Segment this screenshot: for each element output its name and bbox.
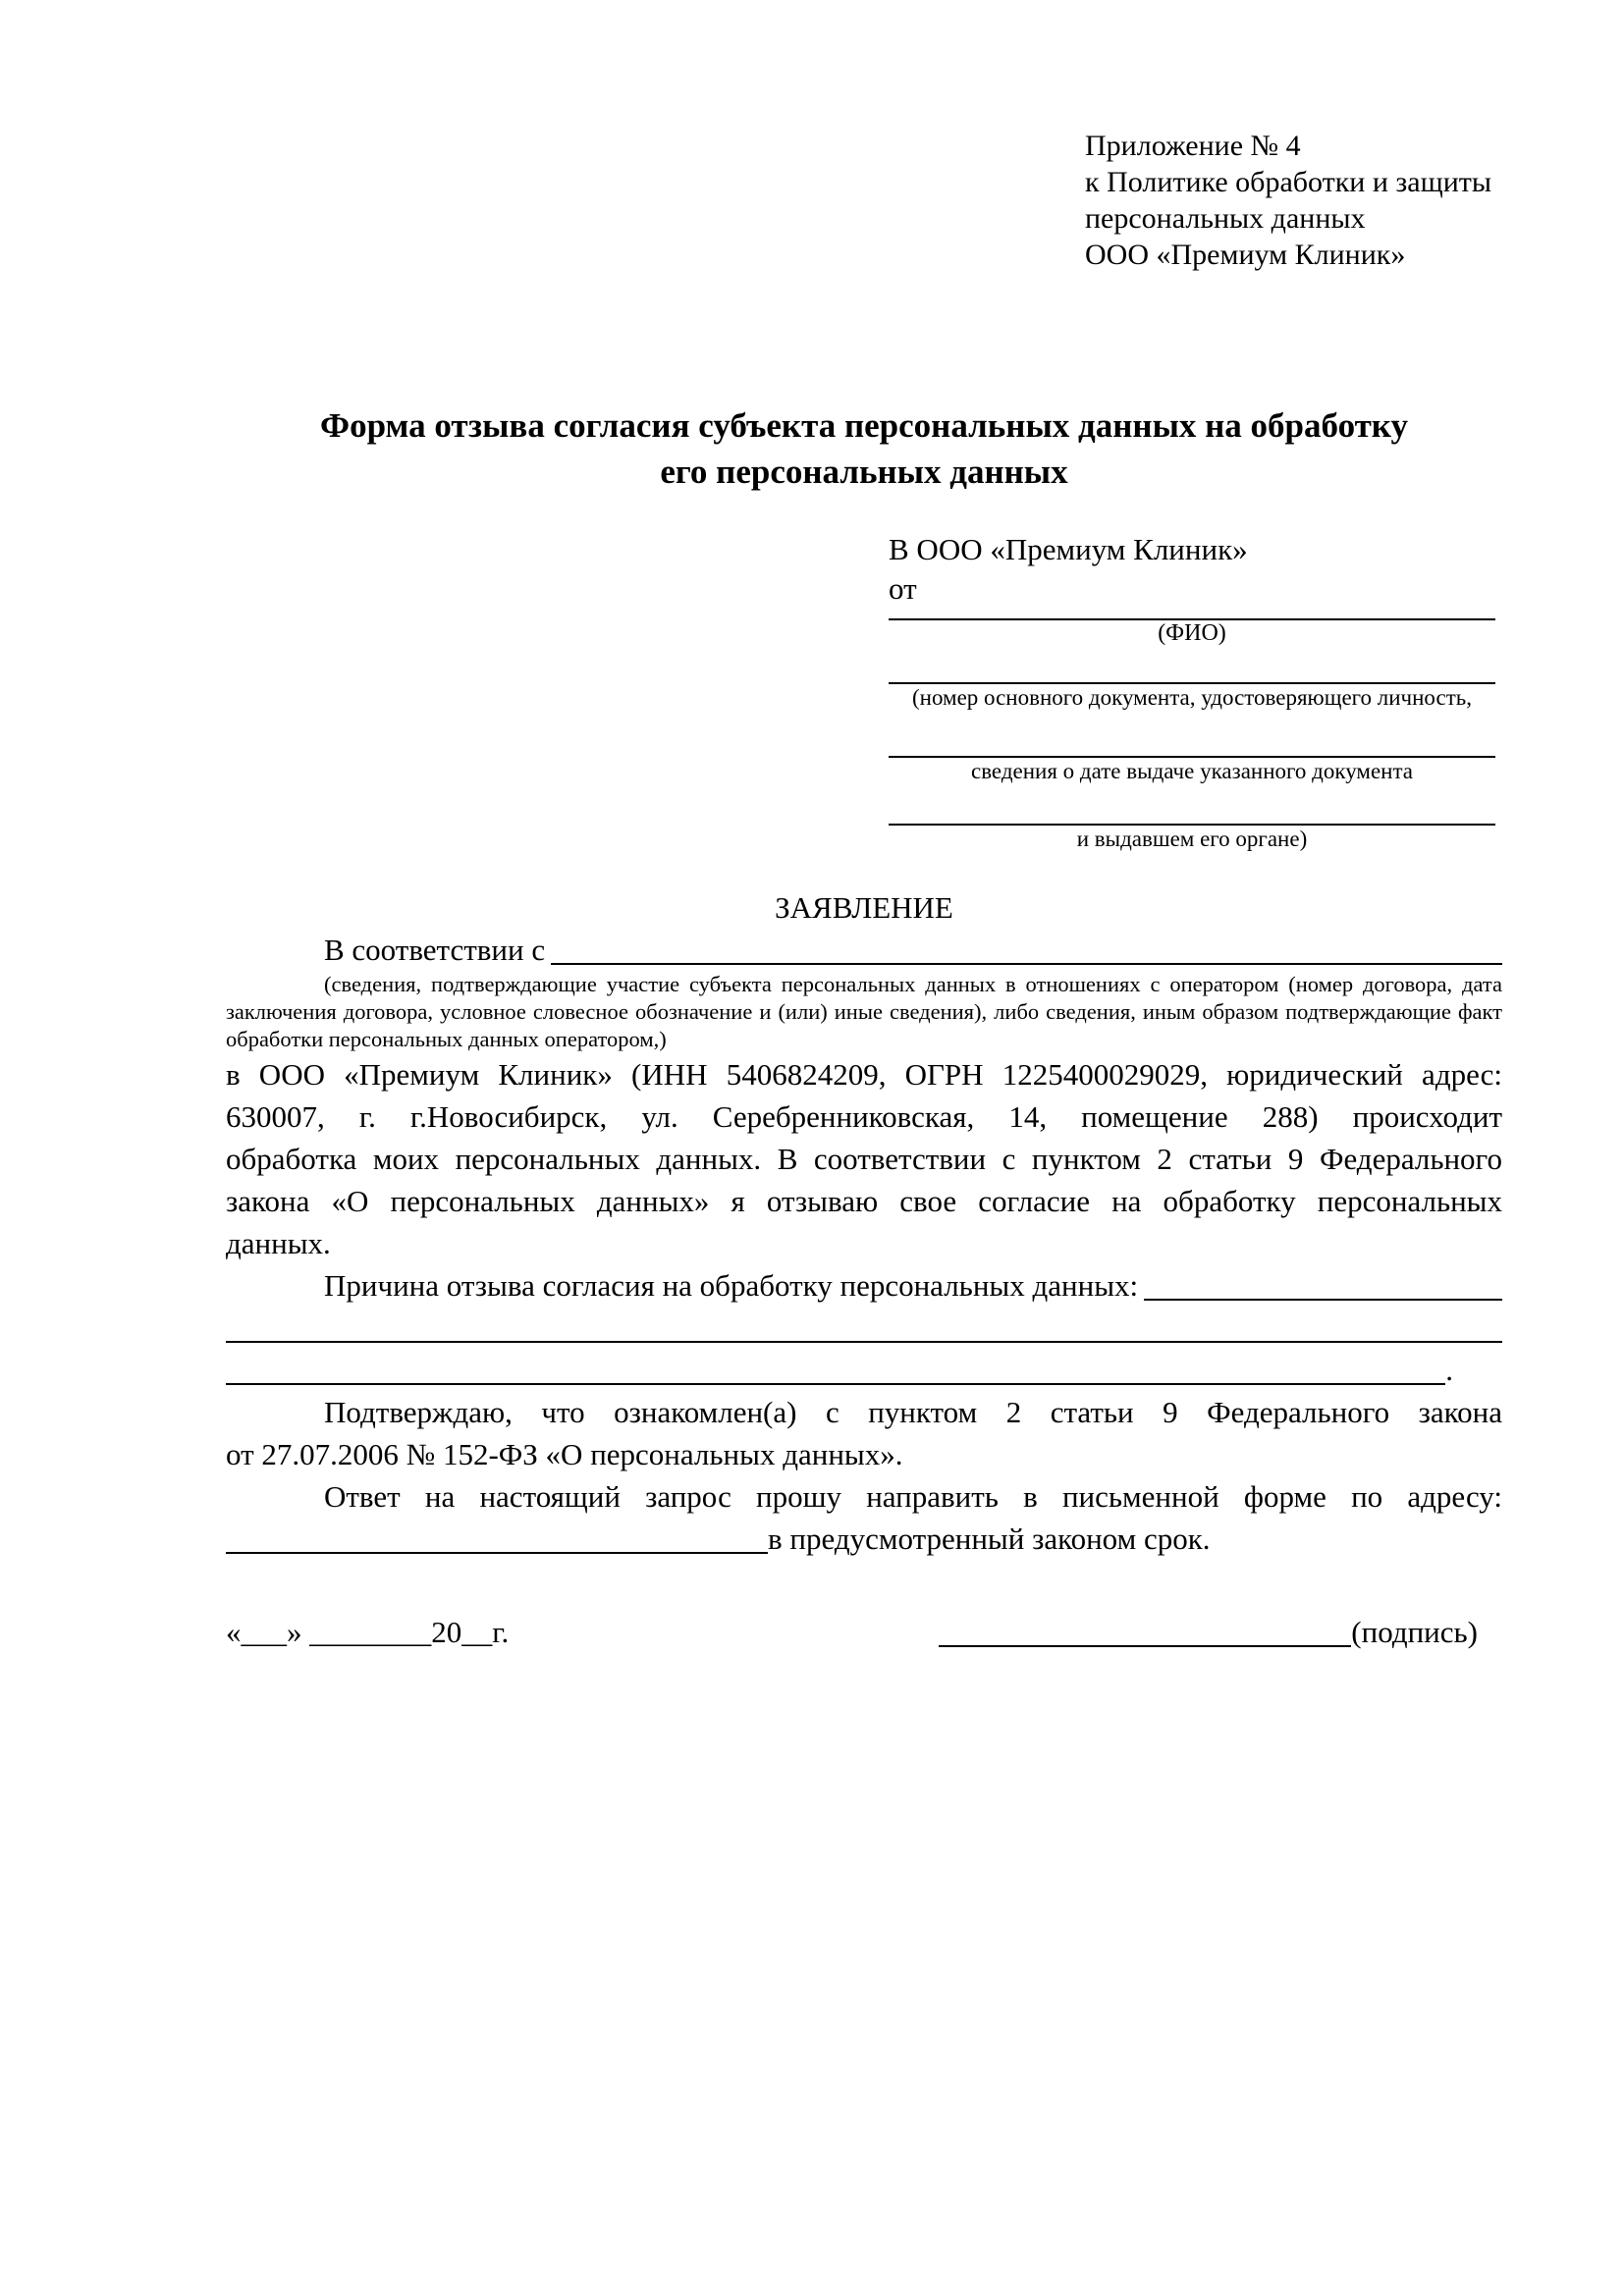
acknowledgement-paragraph: [226, 1391, 1502, 1475]
appendix-line: Приложение № 4: [1085, 130, 1301, 162]
reason-row: [226, 1264, 1502, 1307]
intro-row: [226, 929, 1502, 971]
acknowledgement-line: от 27.07.2006 № 152-ФЗ «О персональных данных».: [226, 1437, 903, 1471]
id-doc-number-caption: (номер основного документа, удостоверяющего личность,: [911, 685, 1472, 710]
body-line: обработка моих персональных данных. В соответствии с пунктом 2 статьи 9 Федерального: [226, 1142, 1502, 1176]
reason-lead: Причина отзыва согласия на обработку персональных данных:: [324, 1268, 1139, 1303]
footnote-line: (сведения, подтверждающие участие субъекта персональных данных в отношениях с оператором (номер договора, дата: [324, 972, 1502, 996]
address-blank-line: [226, 1518, 768, 1554]
trailing-period: .: [1445, 1353, 1453, 1387]
id-doc-issuer-field: [889, 824, 1495, 852]
addressee-from: от: [889, 571, 917, 606]
addressee-to: В ООО «Премиум Клиник»: [889, 532, 1248, 566]
body-line: данных.: [226, 1226, 331, 1260]
id-doc-date-field: [889, 756, 1495, 784]
reason-extra-blank-line-2: [226, 1349, 1445, 1385]
appendix-line: к Политике обработки и защиты: [1085, 166, 1492, 198]
id-doc-date-caption: сведения о дате выдаче указанного документа: [970, 759, 1414, 783]
acknowledgement-line: Подтверждаю, что ознакомлен(а) с пунктом 2 статьи 9 Федерального закона: [324, 1395, 1502, 1429]
date-blank: «___» ________20__г.: [226, 1615, 510, 1649]
fio-caption: (ФИО): [1158, 620, 1226, 646]
reason-extra-blank-line-1: [226, 1307, 1502, 1343]
fio-field: [889, 618, 1495, 647]
appendix-line: персональных данных: [1085, 202, 1366, 235]
intro-lead: В соответствии с: [324, 933, 546, 967]
reason-blank-line: [1144, 1264, 1502, 1301]
reason-extra-blank-row: [226, 1307, 1502, 1349]
response-paragraph: [226, 1475, 1502, 1560]
title-line-2: его персональных данных: [660, 453, 1068, 491]
footnote-line: обработки персональных данных оператором,): [226, 1027, 667, 1051]
response-address-row: [226, 1518, 1502, 1560]
response-suffix: в предусмотренный законом срок.: [768, 1522, 1211, 1556]
signature-row: [226, 1611, 1502, 1653]
document-title: [226, 402, 1502, 495]
statement-body: [226, 1053, 1502, 1264]
footnote-line: заключения договора, условное словесное обозначение и (или) иные сведения), либо сведения, иным образом подтверждающие факт: [226, 999, 1502, 1024]
statement-heading: ЗАЯВЛЕНИЕ: [775, 890, 953, 925]
body-line: закона «О персональных данных» я отзываю свое согласие на обработку персональных: [226, 1184, 1502, 1218]
appendix-note: [1085, 128, 1491, 273]
body-line: 630007, г. г.Новосибирск, ул. Серебренниковская, 14, помещение 288) происходит: [226, 1099, 1502, 1134]
appendix-line: ООО «Премиум Клиник»: [1085, 239, 1406, 271]
reason-extra-blank-row: [226, 1349, 1502, 1391]
id-doc-issuer-caption: и выдавшем его органе): [1076, 827, 1308, 851]
signature-group: [939, 1611, 1478, 1653]
intro-blank-line: [551, 929, 1502, 965]
addressee-block: [889, 530, 1495, 852]
title-line-1: Форма отзыва согласия субъекта персональных данных на обработку: [320, 406, 1408, 445]
id-doc-number-field: [889, 682, 1495, 711]
signature-caption: (подпись): [1351, 1615, 1478, 1649]
statement-section: [226, 886, 1502, 1653]
statement-footnote: [226, 971, 1502, 1053]
signature-blank-line: [939, 1645, 1351, 1647]
body-line: в ООО «Премиум Клиник» (ИНН 5406824209, ОГРН 1225400029029, юридический адрес:: [226, 1057, 1502, 1092]
response-line: Ответ на настоящий запрос прошу направить в письменной форме по адресу:: [324, 1479, 1502, 1514]
